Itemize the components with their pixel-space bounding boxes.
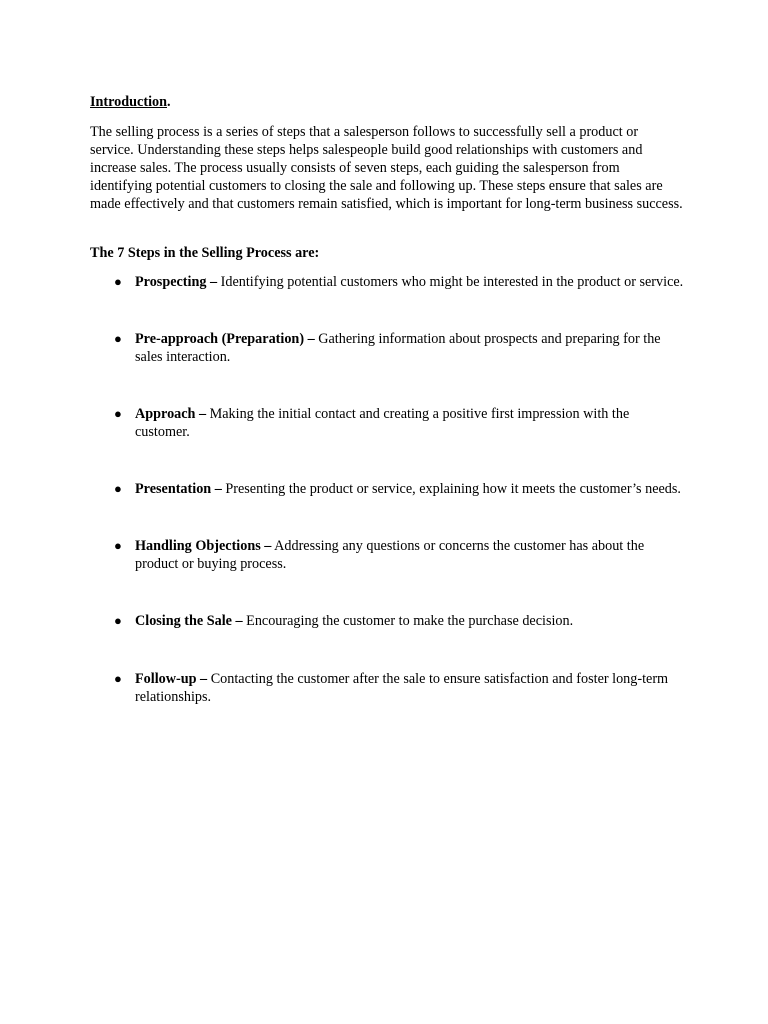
step-term: Presentation –: [135, 481, 222, 497]
list-item: [90, 612, 685, 630]
list-item: [90, 330, 685, 366]
introduction-heading: Introduction: [90, 94, 167, 110]
heading-period: .: [167, 94, 171, 110]
step-description: Gathering information about prospects and preparing for the sales interaction.: [135, 331, 661, 365]
list-item: [90, 670, 685, 706]
step-term: Closing the Sale –: [135, 613, 243, 629]
step-term: Pre-approach (Preparation) –: [135, 331, 315, 347]
step-term: Prospecting –: [135, 274, 218, 290]
bullet-icon: ●: [114, 481, 122, 496]
bullet-icon: ●: [114, 406, 122, 421]
step-description: Contacting the customer after the sale to ensure satisfaction and foster long-term relationships.: [135, 671, 669, 705]
list-item: [90, 273, 685, 291]
steps-list: [90, 273, 690, 706]
bullet-icon: ●: [114, 671, 122, 686]
bullet-icon: ●: [114, 331, 122, 346]
step-description: Addressing any questions or concerns the customer has about the product or buying process.: [135, 538, 645, 572]
step-term: Handling Objections –: [135, 538, 272, 554]
step-description: Making the initial contact and creating a positive first impression with the customer.: [135, 406, 630, 440]
list-item: [90, 405, 685, 441]
step-term: Follow-up –: [135, 671, 208, 687]
section-heading: [90, 93, 690, 111]
list-item: [90, 480, 685, 498]
step-description: Encouraging the customer to make the purchase decision.: [242, 613, 574, 629]
bullet-icon: ●: [114, 538, 122, 553]
list-item: [90, 537, 685, 573]
document-page: [90, 93, 690, 706]
bullet-icon: ●: [114, 613, 122, 628]
introduction-paragraph: The selling process is a series of steps that a salesperson follows to successfully sell a product or service. Understanding these steps helps salespeople build good relationships with customers and increase sales. The process usually consists of seven steps, each guiding the salesperson from identifying potential customers to closing the sale and following up. These steps ensure that sales are made effectively and that customers remain satisfied, which is important for long-term business success.: [90, 124, 683, 212]
step-description: Presenting the product or service, explaining how it meets the customer’s needs.: [221, 481, 681, 497]
steps-title: The 7 Steps in the Selling Process are:: [90, 245, 320, 261]
step-description: Identifying potential customers who might be interested in the product or service.: [217, 274, 684, 290]
bullet-icon: ●: [114, 274, 122, 289]
step-term: Approach –: [135, 406, 207, 422]
